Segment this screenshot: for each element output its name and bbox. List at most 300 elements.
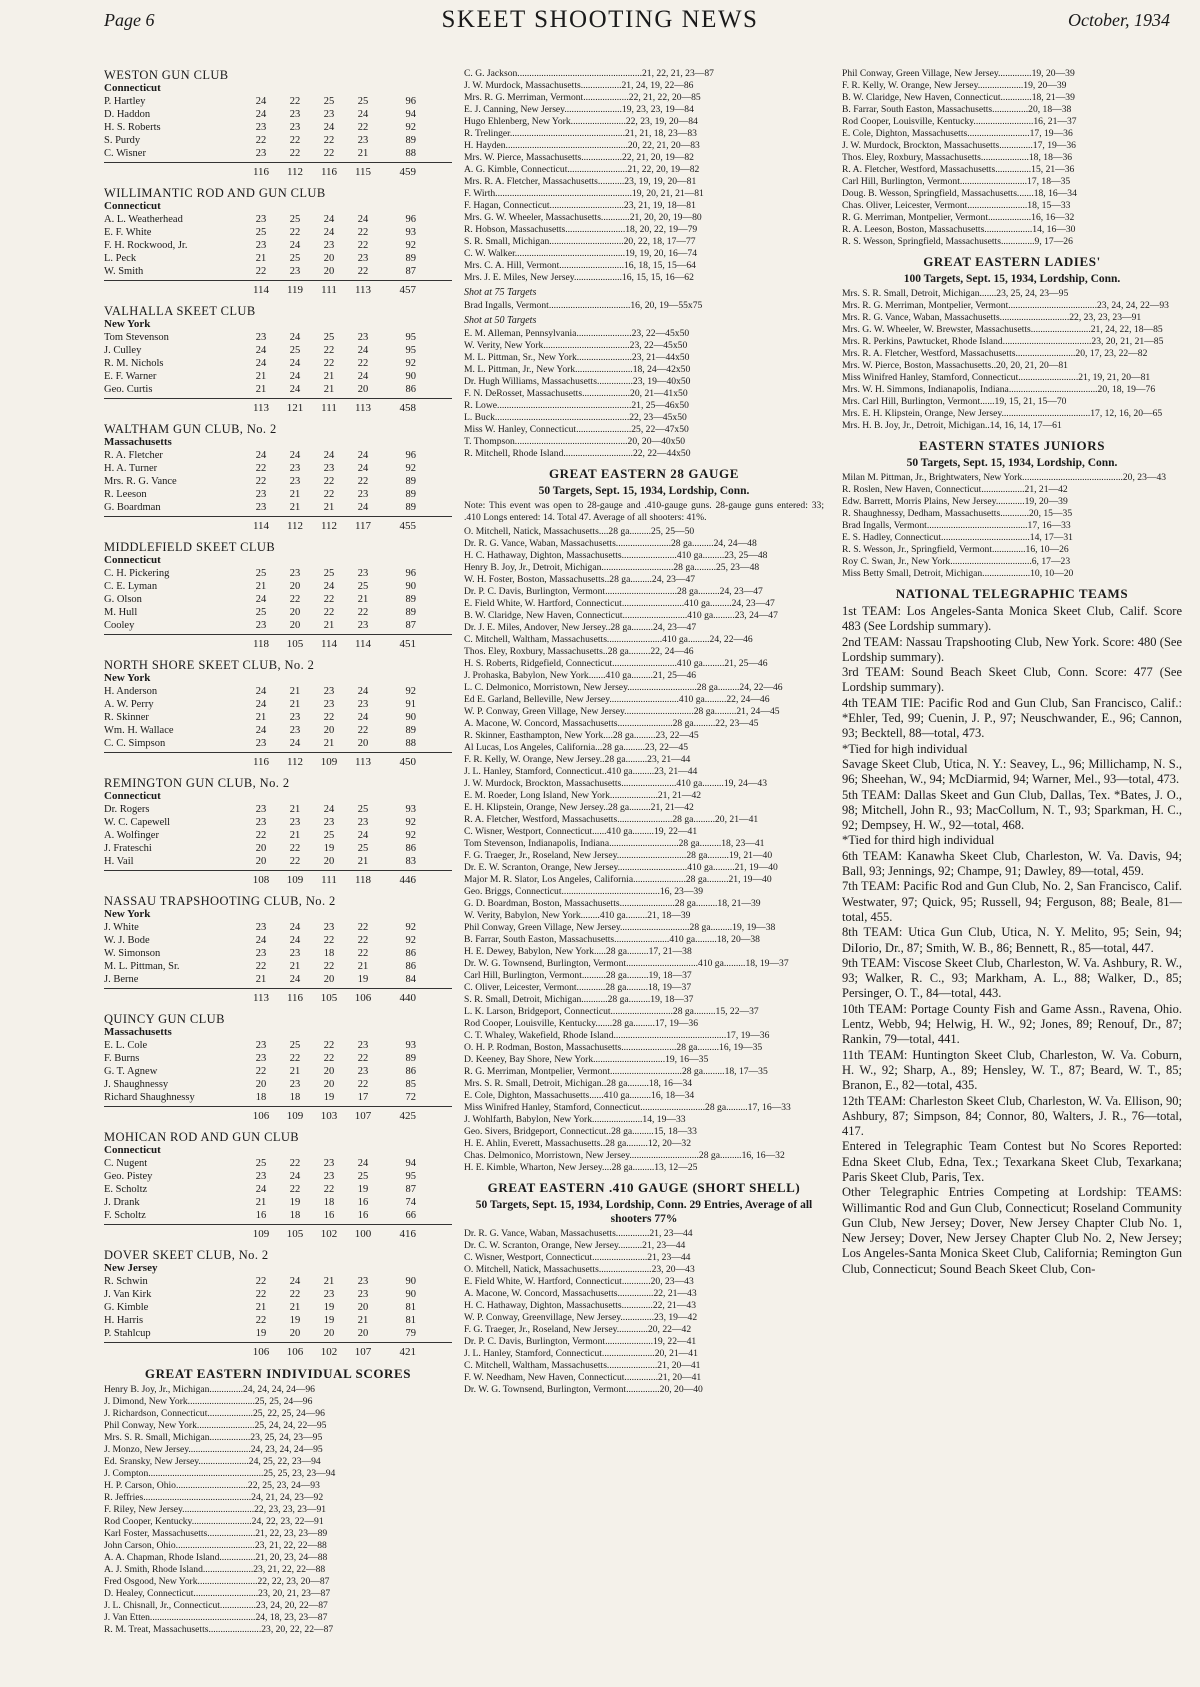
result-entry: B. W. Claridge, New Haven, Connecticut...........................410 ga.........23, 24—47 (464, 610, 778, 621)
round-total: 111 (321, 402, 337, 414)
round-score: 22 (323, 1184, 335, 1195)
score-row (104, 462, 452, 475)
score-row (104, 1065, 452, 1078)
result-entry: R. Mitchell, Rhode Island.............................22, 22—44x50 (464, 448, 691, 459)
round-score: 23 (357, 1040, 369, 1051)
result-entry: E. H. Klipstein, Orange, New Jersey..28 ga.........21, 21—42 (464, 802, 694, 813)
score-row (104, 593, 452, 606)
result-entry: Rod Cooper, Louisville, Kentucky.........................16, 21—37 (842, 116, 1077, 127)
shooter-total: 90 (405, 581, 416, 592)
team-total: 416 (399, 1228, 416, 1240)
round-score: 20 (323, 1079, 335, 1090)
round-total: 105 (286, 1228, 304, 1240)
round-score: 24 (289, 1171, 301, 1182)
result-entry: Geo. Briggs, Connecticut.........................................16, 23—39 (464, 886, 704, 897)
result-entry: Mrs. S. R. Small, Michigan.................23, 25, 24, 23—95 (104, 1432, 323, 1443)
round-total: 118 (252, 638, 270, 650)
score-row (104, 619, 452, 632)
club-state: Massachusetts (104, 1026, 172, 1038)
round-score: 19 (289, 1197, 301, 1208)
round-score: 24 (255, 699, 267, 710)
shooter-total: 83 (405, 856, 416, 867)
round-score: 21 (323, 384, 335, 395)
result-entry: J. Van Etten............................................24, 18, 23, 23—87 (104, 1612, 328, 1623)
round-score: 21 (289, 686, 301, 697)
result-entry: Chas. Oliver, Leicester, Vermont.........................18, 15—33 (842, 200, 1071, 211)
round-score: 23 (255, 1171, 267, 1182)
shooter-total: 87 (405, 266, 416, 277)
round-score: 24 (323, 450, 335, 461)
round-score: 25 (255, 1158, 267, 1169)
result-entry: A. Macone, W. Concord, Massachusetts...............22, 21—43 (464, 1288, 697, 1299)
result-entry: Mrs. H. B. Joy, Jr., Detroit, Michigan..14, 16, 14, 17—61 (842, 420, 1062, 431)
round-score: 21 (323, 1276, 335, 1287)
round-score: 19 (323, 1315, 335, 1326)
score-row (104, 947, 452, 960)
round-score: 19 (255, 1328, 267, 1339)
round-score: 25 (289, 1040, 301, 1051)
round-score: 20 (357, 1302, 369, 1313)
result-entry: Doug. B. Wesson, Springfield, Massachusetts.......18, 16—34 (842, 188, 1077, 199)
result-entry: Ed. Sransky, New Jersey.....................24, 25, 22, 23—94 (104, 1456, 321, 1467)
club-name: WILLIMANTIC ROD AND GUN CLUB (104, 186, 326, 200)
result-entry: W. Verity, Babylon, New York........410 ga.........21, 18—39 (464, 910, 691, 921)
shooter-total: 96 (405, 568, 416, 579)
score-row (104, 960, 452, 973)
round-score: 22 (357, 476, 369, 487)
result-entry: R. A. Fletcher, Westford, Massachusetts.......................28 ga.........20, 21—41 (464, 814, 759, 825)
result-entry: A. A. Chapman, Rhode Island...............21, 20, 23, 24—88 (104, 1552, 328, 1563)
round-score: 23 (323, 463, 335, 474)
result-entry: Dr. Hugh Williams, Massachusetts...............23, 19—40x50 (464, 376, 691, 387)
round-total: 117 (354, 520, 372, 532)
round-score: 24 (357, 686, 369, 697)
round-score: 18 (323, 1197, 335, 1208)
result-entry: Miss W. Hanley, Connecticut.......................25, 22—47x50 (464, 424, 689, 435)
club-block (104, 186, 452, 297)
club-state: Massachusetts (104, 436, 172, 448)
result-entry: Karl Foster, Massachusetts....................21, 22, 23, 23—89 (104, 1528, 328, 1539)
round-total: 107 (354, 1110, 372, 1122)
telegraphic-paragraph: 10th TEAM: Portage County Fish and Game Assn., Ravena, Ohio. Lentz, Webb, 94; Helwig, H. W., 92; Jones, 89; Renouf, Dr., 87; Rankin, 79—total, 441. (842, 1001, 1182, 1047)
shooter-name: P. Hartley (104, 96, 146, 107)
shooter-total: 90 (405, 371, 416, 382)
score-row (104, 1052, 452, 1065)
shooter-total: 86 (405, 1066, 416, 1077)
individual-scores-continued (464, 68, 824, 284)
result-entry: Mrs. R. G. Vance, Waban, Massachusetts.............................22, 23, 23, 23—91 (842, 312, 1142, 323)
result-entry: J. W. Murdock, Brockton, Massachusetts..............17, 19—36 (842, 140, 1076, 151)
page-number: Page 6 (104, 10, 155, 30)
shooter-name: F. H. Rockwood, Jr. (104, 240, 188, 251)
shooter-name: H. S. Roberts (104, 122, 161, 133)
result-entry: C. G. Jackson....................................................21, 22, 21, 23—87 (464, 68, 714, 79)
team-total: 446 (399, 874, 416, 886)
result-entry: A. Macone, W. Concord, Massachusetts.......................28 ga.........22, 23—45 (464, 718, 759, 729)
shooter-name: M. Hull (104, 607, 138, 618)
score-row (104, 383, 452, 396)
round-score: 22 (255, 1315, 267, 1326)
round-score: 23 (255, 332, 267, 343)
round-score: 16 (357, 1210, 369, 1221)
round-score: 24 (357, 214, 369, 225)
score-row (104, 724, 452, 737)
result-entry: W. P. Conway, Greenvillage, New Jersey..............23, 19—42 (464, 1312, 698, 1323)
shooter-total: 86 (405, 948, 416, 959)
result-entry: R. Trelinger................................................21, 21, 18, 23—83 (464, 128, 697, 139)
result-entry: Dr. C. W. Scranton, Orange, New Jersey..........21, 23—44 (464, 1240, 686, 1251)
result-entry: Brad Ingalls, Vermont..................................16, 20, 19—55x75 (464, 300, 703, 311)
round-score: 23 (255, 948, 267, 959)
round-score: 21 (289, 502, 301, 513)
score-row (104, 108, 452, 121)
result-entry: Edw. Barrett, Morris Plains, New Jersey............19, 20—39 (842, 496, 1068, 507)
shooter-total: 96 (405, 214, 416, 225)
round-score: 20 (289, 607, 301, 618)
round-score: 24 (255, 594, 267, 605)
round-score: 21 (289, 489, 301, 500)
round-total: 113 (252, 992, 270, 1004)
score-row (104, 685, 452, 698)
result-entry: C. Mitchell, Waltham, Massachusetts.....................21, 20—41 (464, 1360, 701, 1371)
round-total: 106 (354, 992, 372, 1004)
shooter-total: 94 (405, 1158, 416, 1169)
result-entry: C. Wisner, Westport, Connecticut.......................21, 23—44 (464, 1252, 691, 1263)
score-row (104, 934, 452, 947)
round-score: 24 (357, 1158, 369, 1169)
score-row (104, 1275, 452, 1288)
totals-spacer (104, 756, 244, 769)
result-entry: F. W. Needham, New Haven, Connecticut..............21, 20—41 (464, 1372, 702, 1383)
totals-spacer (104, 1346, 244, 1359)
round-score: 20 (357, 384, 369, 395)
score-row (104, 449, 452, 462)
totals-spacer (104, 284, 244, 297)
club-name: NORTH SHORE SKEET CLUB, No. 2 (104, 658, 315, 672)
totals-spacer (104, 1110, 244, 1123)
shooter-total: 96 (405, 96, 416, 107)
result-entry: F. G. Traeger, Jr., Roseland, New Jersey.............20, 22—42 (464, 1324, 692, 1335)
result-entry: Miss Winifred Hanley, Stamford, Connecticut.........................21, 19, 21, 20—81 (842, 372, 1151, 383)
shooter-total: 72 (405, 1092, 416, 1103)
gauge410-continued (842, 68, 1182, 248)
round-total: 112 (320, 520, 338, 532)
round-total: 108 (252, 874, 270, 886)
round-score: 23 (357, 699, 369, 710)
round-score: 17 (357, 1092, 369, 1103)
round-score: 18 (323, 948, 335, 959)
round-score: 25 (289, 214, 301, 225)
round-score: 24 (357, 502, 369, 513)
shooter-name: F. Burns (104, 1053, 140, 1064)
round-score: 25 (357, 804, 369, 815)
result-entry: R. S. Wesson, Jr., Springfield, Vermont..............16, 10—26 (842, 544, 1069, 555)
shooter-name: Tom Stevenson (104, 332, 169, 343)
club-block (104, 304, 452, 415)
shooter-name: J. Frateschi (104, 843, 152, 854)
shooter-total: 90 (405, 1276, 416, 1287)
result-entry: Dr. P. C. Davis, Burlington, Vermont..............................28 ga.........24, 23—47 (464, 586, 763, 597)
team-totals-row (104, 280, 452, 297)
club-name: QUINCY GUN CLUB (104, 1012, 225, 1026)
round-score: 23 (357, 332, 369, 343)
club-state: Connecticut (104, 790, 161, 802)
round-score: 22 (289, 594, 301, 605)
round-score: 19 (323, 843, 335, 854)
shot-75-list (464, 300, 824, 312)
result-entry: Mrs. R. G. Merriman, Montpelier, Vermont.....................................23, 24, 24, 22—93 (842, 300, 1169, 311)
shooter-total: 89 (405, 489, 416, 500)
round-score: 19 (357, 1184, 369, 1195)
result-entry: M. L. Pittman, Sr., New York.......................23, 21—44x50 (464, 352, 690, 363)
result-entry: L. Buck........................................................22, 23—45x50 (464, 412, 687, 423)
round-score: 24 (323, 122, 335, 133)
round-total: 113 (354, 284, 372, 296)
round-score: 22 (357, 358, 369, 369)
totals-spacer (104, 402, 244, 415)
round-score: 21 (323, 502, 335, 513)
score-row (104, 95, 452, 108)
shooter-name: H. Harris (104, 1315, 144, 1326)
round-total: 112 (286, 756, 304, 768)
shooter-name: G. Olson (104, 594, 142, 605)
score-row (104, 1314, 452, 1327)
round-score: 21 (289, 1302, 301, 1313)
shooter-name: C. E. Lyman (104, 581, 158, 592)
round-score: 25 (255, 227, 267, 238)
round-score: 21 (255, 253, 267, 264)
round-score: 20 (289, 581, 301, 592)
round-score: 20 (255, 1079, 267, 1090)
round-score: 24 (289, 922, 301, 933)
ladies-subtitle: 100 Targets, Sept. 15, 1934, Lordship, Conn. (903, 273, 1121, 285)
round-total: 107 (354, 1346, 372, 1358)
shooter-total: 95 (405, 345, 416, 356)
score-row (104, 1157, 452, 1170)
round-score: 21 (255, 371, 267, 382)
result-entry: F. G. Traeger, Jr., Roseland, New Jersey.............................28 ga.........19, 21—40 (464, 850, 773, 861)
gauge410-list (464, 1228, 824, 1396)
round-score: 25 (357, 843, 369, 854)
result-entry: Dr. W. G. Townsend, Burlington, Vermont..............................410 ga.........18, 19—37 (464, 958, 789, 969)
shooter-total: 81 (405, 1315, 416, 1326)
shooter-name: S. Purdy (104, 135, 141, 146)
result-entry: F. R. Kelly, W. Orange, New Jersey...................19, 20—39 (842, 80, 1067, 91)
club-name: MIDDLEFIELD SKEET CLUB (104, 540, 276, 554)
result-entry: Mrs. J. E. Miles, New Jersey....................16, 15, 15, 16—62 (464, 272, 694, 283)
shot-50-label: Shot at 50 Targets (464, 315, 537, 326)
round-score: 24 (357, 371, 369, 382)
round-total: 111 (321, 874, 337, 886)
result-entry: Rod Cooper, Kentucky.........................24, 22, 23, 22—91 (104, 1516, 324, 1527)
club-name: REMINGTON GUN CLUB, No. 2 (104, 776, 290, 790)
result-entry: O. Mitchell, Natick, Massachusetts......................23, 20—43 (464, 1264, 695, 1275)
round-score: 23 (255, 1053, 267, 1064)
result-entry: H. C. Hathaway, Dighton, Massachusetts.......................410 ga.........23, 25—48 (464, 550, 768, 561)
round-score: 20 (289, 620, 301, 631)
ladies-list (842, 288, 1182, 432)
shooter-total: 81 (405, 1302, 416, 1313)
round-score: 21 (357, 856, 369, 867)
round-score: 24 (255, 450, 267, 461)
round-score: 23 (323, 699, 335, 710)
round-score: 21 (289, 699, 301, 710)
shooter-name: J. White (104, 922, 139, 933)
round-score: 20 (323, 974, 335, 985)
round-total: 103 (320, 1110, 338, 1122)
score-row (104, 606, 452, 619)
shooter-total: 90 (405, 1289, 416, 1300)
round-score: 22 (255, 476, 267, 487)
score-row (104, 921, 452, 934)
club-state: Connecticut (104, 200, 161, 212)
result-entry: E. Field White, W. Hartford, Connecticut..........................410 ga.........24, 23—47 (464, 598, 775, 609)
team-total: 421 (399, 1346, 416, 1358)
round-score: 23 (255, 148, 267, 159)
score-row (104, 829, 452, 842)
round-score: 24 (357, 109, 369, 120)
shooter-name: Geo. Curtis (104, 384, 153, 395)
round-score: 22 (323, 135, 335, 146)
result-entry: J. W. Murdock, Brockton, Massachusetts.......................410 ga.........19, 24—43 (464, 778, 767, 789)
shooter-name: R. Schwin (104, 1276, 148, 1287)
telegraphic-title: NATIONAL TELEGRAPHIC TEAMS (895, 586, 1129, 601)
score-row (104, 134, 452, 147)
score-row (104, 1288, 452, 1301)
score-row (104, 580, 452, 593)
individual-scores-title: GREAT EASTERN INDIVIDUAL SCORES (144, 1366, 412, 1381)
team-totals-row (104, 1224, 452, 1241)
result-entry: Dr. R. G. Vance, Waban, Massachusetts..............21, 23—44 (464, 1228, 693, 1239)
score-row (104, 1170, 452, 1183)
round-score: 24 (289, 240, 301, 251)
round-score: 24 (289, 358, 301, 369)
juniors-title: EASTERN STATES JUNIORS (918, 438, 1106, 453)
club-block (104, 894, 452, 1005)
round-score: 25 (357, 1171, 369, 1182)
team-total: 458 (399, 402, 416, 414)
result-entry: Milan M. Pittman, Jr., Brightwaters, New York..........................................20, 23—43 (842, 472, 1167, 483)
shooter-total: 90 (405, 712, 416, 723)
round-score: 23 (255, 122, 267, 133)
round-total: 116 (252, 756, 270, 768)
result-entry: C. Oliver, Leicester, Vermont............28 ga.........18, 19—37 (464, 982, 692, 993)
round-score: 24 (289, 332, 301, 343)
result-entry: W. H. Foster, Boston, Massachusetts..28 ga.........24, 23—47 (464, 574, 696, 585)
round-score: 24 (255, 725, 267, 736)
round-score: 22 (357, 1053, 369, 1064)
shooter-total: 86 (405, 384, 416, 395)
score-row (104, 567, 452, 580)
round-total: 114 (320, 638, 338, 650)
round-score: 24 (357, 345, 369, 356)
shooter-total: 88 (405, 148, 416, 159)
juniors-list (842, 472, 1182, 580)
result-entry: T. Thompson...............................................20, 20—40x50 (464, 436, 686, 447)
club-block (104, 540, 452, 651)
shooter-total: 96 (405, 450, 416, 461)
round-score: 25 (357, 96, 369, 107)
shooter-total: 89 (405, 135, 416, 146)
round-total: 102 (320, 1228, 338, 1240)
shooter-total: 92 (405, 122, 416, 133)
club-name: WESTON GUN CLUB (104, 68, 229, 82)
round-score: 22 (323, 476, 335, 487)
round-score: 22 (255, 463, 267, 474)
shooter-total: 89 (405, 1053, 416, 1064)
shooter-name: E. Scholtz (104, 1184, 148, 1195)
shooter-name: R. Leeson (104, 489, 147, 500)
result-entry: Tom Stevenson, Indianapolis, Indiana.............................28 ga.........18, 23—41 (464, 838, 765, 849)
score-row (104, 147, 452, 160)
shooter-name: Richard Shaughnessy (104, 1092, 195, 1103)
round-score: 20 (323, 1328, 335, 1339)
telegraphic-paragraph: 5th TEAM: Dallas Skeet and Gun Club, Dallas, Tex. *Bates, J. O., 98; Mitchell, John R., 93; MacCollum, N. T., 93; Sparkman, H. C., 92; Dempsey, H. W., 92—total, 468. (842, 787, 1182, 833)
result-entry: G. D. Boardman, Boston, Massachusetts.......................28 ga.........18, 21—39 (464, 898, 761, 909)
shooter-name: J. Shaughnessy (104, 1079, 169, 1090)
club-block (104, 1248, 452, 1359)
shooter-name: J. Van Kirk (104, 1289, 152, 1300)
score-row (104, 370, 452, 383)
result-entry: Mrs. C. A. Hill, Vermont...........................16, 18, 15, 15—64 (464, 260, 696, 271)
round-total: 106 (286, 1346, 304, 1358)
round-score: 21 (289, 804, 301, 815)
club-state: New Jersey (104, 1262, 158, 1274)
round-score: 22 (357, 227, 369, 238)
result-entry: J. W. Murdock, Massachusetts.................21, 24, 19, 22—86 (464, 80, 694, 91)
telegraphic-paragraph: 1st TEAM: Los Angeles-Santa Monica Skeet Club, Calif. Score 483 (See Lordship summary). (842, 604, 1182, 634)
round-score: 21 (357, 1315, 369, 1326)
team-totals-row (104, 1106, 452, 1123)
result-entry: Mrs. Carl Hill, Burlington, Vermont......19, 15, 21, 15—70 (842, 396, 1067, 407)
result-entry: Carl Hill, Burlington, Vermont............................17, 18—35 (842, 176, 1071, 187)
result-entry: S. R. Small, Detroit, Michigan...........28 ga.........19, 18—37 (464, 994, 694, 1005)
shooter-total: 91 (405, 699, 416, 710)
round-score: 22 (289, 135, 301, 146)
round-total: 109 (286, 1110, 304, 1122)
score-row (104, 1196, 452, 1209)
result-entry: E. Field White, W. Hartford, Connecticut............20, 23—43 (464, 1276, 694, 1287)
score-row (104, 711, 452, 724)
result-entry: Fred Osgood, New York.........................22, 22, 23, 20—87 (104, 1576, 330, 1587)
telegraphic-paragraph: *Tied for third high individual (842, 833, 995, 848)
shooter-name: Mrs. R. G. Vance (104, 476, 177, 487)
shooter-name: R. Skinner (104, 712, 149, 723)
round-score: 23 (323, 240, 335, 251)
shooter-name: J. Culley (104, 345, 142, 356)
shooter-total: 89 (405, 502, 416, 513)
round-score: 23 (357, 1276, 369, 1287)
shooter-name: M. L. Pittman, Sr. (104, 961, 180, 972)
round-score: 21 (289, 830, 301, 841)
result-entry: Mrs. S. R. Small, Detroit, Michigan.......23, 25, 24, 23—95 (842, 288, 1069, 299)
round-total: 116 (286, 992, 304, 1004)
club-block (104, 1130, 452, 1241)
round-score: 22 (323, 1053, 335, 1064)
juniors-subtitle: 50 Targets, Sept. 15, 1934, Lordship, Conn. (906, 457, 1118, 469)
result-entry: A. G. Kimble, Connecticut.........................21, 22, 20, 19—82 (464, 164, 700, 175)
round-score: 20 (323, 1066, 335, 1077)
shooter-total: 94 (405, 109, 416, 120)
round-score: 23 (323, 1171, 335, 1182)
round-score: 24 (255, 935, 267, 946)
round-score: 21 (255, 384, 267, 395)
shooter-name: Dr. Rogers (104, 804, 150, 815)
round-score: 23 (289, 476, 301, 487)
shot-75-label: Shot at 75 Targets (464, 287, 537, 298)
score-row (104, 1327, 452, 1340)
shooter-name: H. Anderson (104, 686, 158, 697)
